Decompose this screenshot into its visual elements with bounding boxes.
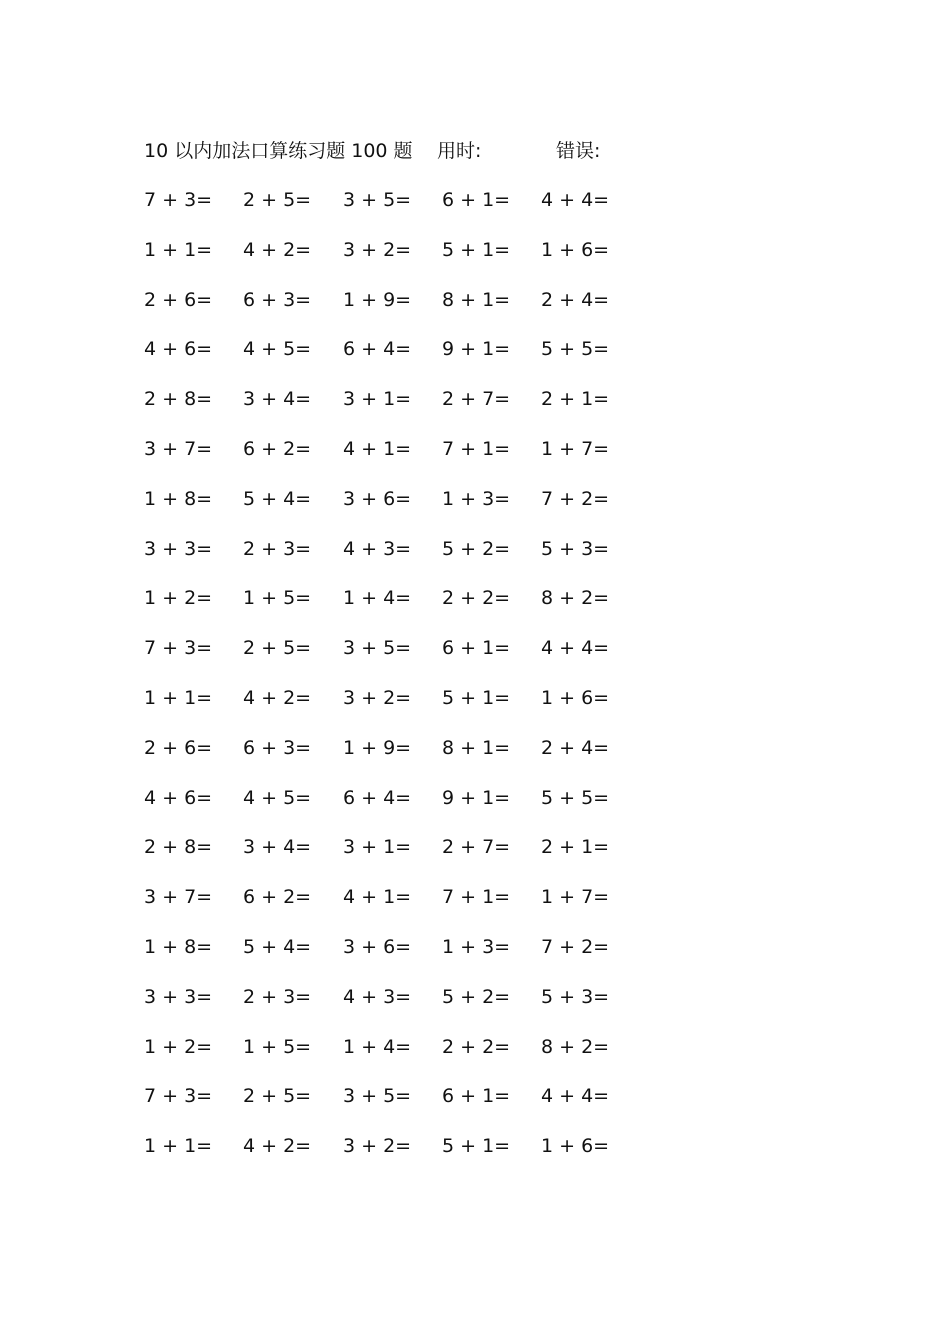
addition-problem: 3 + 7=: [144, 437, 213, 460]
problem-row: [144, 384, 644, 434]
addition-problem: 2 + 8=: [144, 836, 213, 859]
addition-problem: 6 + 1=: [442, 637, 511, 660]
addition-problem: 2 + 1=: [541, 836, 610, 859]
addition-problem: 4 + 1=: [343, 437, 412, 460]
addition-problem: 1 + 1=: [144, 686, 213, 709]
addition-problem: 3 + 4=: [243, 836, 312, 859]
problem-row: [144, 783, 644, 833]
addition-problem: 8 + 1=: [442, 736, 511, 759]
problem-row: [144, 932, 644, 982]
addition-problem: 2 + 1=: [541, 388, 610, 411]
problem-grid: [144, 185, 644, 1181]
problem-row: [144, 434, 644, 484]
problem-row: [144, 633, 644, 683]
addition-problem: 1 + 4=: [343, 587, 412, 610]
addition-problem: 2 + 5=: [243, 189, 312, 211]
worksheet-header: [144, 136, 624, 166]
addition-problem: 6 + 4=: [343, 338, 412, 361]
addition-problem: 3 + 2=: [343, 1135, 412, 1158]
addition-problem: 3 + 2=: [343, 238, 412, 261]
addition-problem: 6 + 2=: [243, 437, 312, 460]
addition-problem: 6 + 3=: [243, 736, 312, 759]
addition-problem: 3 + 4=: [243, 388, 312, 411]
problem-row: [144, 683, 644, 733]
addition-problem: 8 + 1=: [442, 288, 511, 311]
addition-problem: 3 + 3=: [144, 537, 213, 560]
addition-problem: 3 + 5=: [343, 189, 412, 211]
worksheet-title: 10 以内加法口算练习题 100 题: [144, 140, 413, 162]
addition-problem: 2 + 2=: [442, 587, 511, 610]
addition-problem: 7 + 1=: [442, 437, 511, 460]
addition-problem: 1 + 7=: [541, 886, 610, 909]
addition-problem: 7 + 2=: [541, 487, 610, 510]
addition-problem: 1 + 1=: [144, 1135, 213, 1158]
addition-problem: 5 + 4=: [243, 935, 312, 958]
problem-row: [144, 334, 644, 384]
addition-problem: 7 + 3=: [144, 1085, 213, 1108]
addition-problem: 4 + 1=: [343, 886, 412, 909]
problem-row: [144, 185, 644, 235]
problem-row: [144, 583, 644, 633]
addition-problem: 1 + 6=: [541, 686, 610, 709]
addition-problem: 1 + 9=: [343, 736, 412, 759]
addition-problem: 1 + 3=: [442, 935, 511, 958]
addition-problem: 5 + 2=: [442, 537, 511, 560]
addition-problem: 5 + 2=: [442, 985, 511, 1008]
problem-row: [144, 882, 644, 932]
addition-problem: 3 + 5=: [343, 637, 412, 660]
time-used-label: 用时:: [437, 140, 482, 162]
addition-problem: 4 + 6=: [144, 786, 213, 809]
addition-problem: 4 + 3=: [343, 985, 412, 1008]
addition-problem: 2 + 3=: [243, 537, 312, 560]
addition-problem: 2 + 4=: [541, 288, 610, 311]
addition-problem: 5 + 1=: [442, 238, 511, 261]
problem-row: [144, 982, 644, 1032]
addition-problem: 3 + 2=: [343, 686, 412, 709]
addition-problem: 2 + 7=: [442, 388, 511, 411]
addition-problem: 9 + 1=: [442, 786, 511, 809]
addition-problem: 6 + 2=: [243, 886, 312, 909]
addition-problem: 1 + 5=: [243, 1035, 312, 1058]
problem-row: [144, 1081, 644, 1131]
addition-problem: 1 + 6=: [541, 238, 610, 261]
addition-problem: 6 + 3=: [243, 288, 312, 311]
addition-problem: 2 + 5=: [243, 637, 312, 660]
addition-problem: 4 + 2=: [243, 1135, 312, 1158]
addition-problem: 7 + 2=: [541, 935, 610, 958]
addition-problem: 3 + 6=: [343, 487, 412, 510]
errors-label: 错误:: [556, 140, 601, 162]
addition-problem: 1 + 3=: [442, 487, 511, 510]
problem-row: [144, 235, 644, 285]
problem-row: [144, 832, 644, 882]
addition-problem: 3 + 5=: [343, 1085, 412, 1108]
problem-row: [144, 484, 644, 534]
addition-problem: 2 + 3=: [243, 985, 312, 1008]
addition-problem: 1 + 1=: [144, 238, 213, 261]
addition-problem: 6 + 4=: [343, 786, 412, 809]
problem-row: [144, 1131, 644, 1181]
addition-problem: 1 + 8=: [144, 487, 213, 510]
addition-problem: 7 + 3=: [144, 637, 213, 660]
addition-problem: 5 + 3=: [541, 985, 610, 1008]
addition-problem: 7 + 1=: [442, 886, 511, 909]
problem-row: [144, 1032, 644, 1082]
addition-problem: 1 + 4=: [343, 1035, 412, 1058]
addition-problem: 4 + 3=: [343, 537, 412, 560]
addition-problem: 4 + 5=: [243, 338, 312, 361]
addition-problem: 2 + 6=: [144, 288, 213, 311]
addition-problem: 5 + 4=: [243, 487, 312, 510]
addition-problem: 1 + 9=: [343, 288, 412, 311]
addition-problem: 2 + 6=: [144, 736, 213, 759]
addition-problem: 3 + 7=: [144, 886, 213, 909]
addition-problem: 8 + 2=: [541, 1035, 610, 1058]
addition-problem: 3 + 6=: [343, 935, 412, 958]
addition-problem: 4 + 2=: [243, 686, 312, 709]
addition-problem: 2 + 7=: [442, 836, 511, 859]
addition-problem: 2 + 8=: [144, 388, 213, 411]
addition-problem: 5 + 3=: [541, 537, 610, 560]
addition-problem: 1 + 2=: [144, 1035, 213, 1058]
problem-row: [144, 285, 644, 335]
addition-problem: 1 + 5=: [243, 587, 312, 610]
addition-problem: 4 + 5=: [243, 786, 312, 809]
addition-problem: 5 + 5=: [541, 786, 610, 809]
addition-problem: 3 + 1=: [343, 388, 412, 411]
addition-problem: 4 + 4=: [541, 189, 610, 211]
addition-problem: 8 + 2=: [541, 587, 610, 610]
problem-row: [144, 733, 644, 783]
addition-problem: 4 + 4=: [541, 1085, 610, 1108]
addition-problem: 2 + 2=: [442, 1035, 511, 1058]
addition-problem: 1 + 2=: [144, 587, 213, 610]
addition-problem: 5 + 1=: [442, 1135, 511, 1158]
addition-problem: 1 + 7=: [541, 437, 610, 460]
addition-problem: 5 + 1=: [442, 686, 511, 709]
addition-problem: 2 + 4=: [541, 736, 610, 759]
addition-problem: 4 + 4=: [541, 637, 610, 660]
addition-problem: 4 + 6=: [144, 338, 213, 361]
addition-problem: 5 + 5=: [541, 338, 610, 361]
addition-problem: 6 + 1=: [442, 189, 511, 211]
addition-problem: 9 + 1=: [442, 338, 511, 361]
addition-problem: 1 + 8=: [144, 935, 213, 958]
addition-problem: 1 + 6=: [541, 1135, 610, 1158]
addition-problem: 3 + 3=: [144, 985, 213, 1008]
addition-problem: 7 + 3=: [144, 189, 213, 211]
addition-problem: 4 + 2=: [243, 238, 312, 261]
addition-problem: 3 + 1=: [343, 836, 412, 859]
addition-problem: 6 + 1=: [442, 1085, 511, 1108]
addition-problem: 2 + 5=: [243, 1085, 312, 1108]
problem-row: [144, 534, 644, 584]
